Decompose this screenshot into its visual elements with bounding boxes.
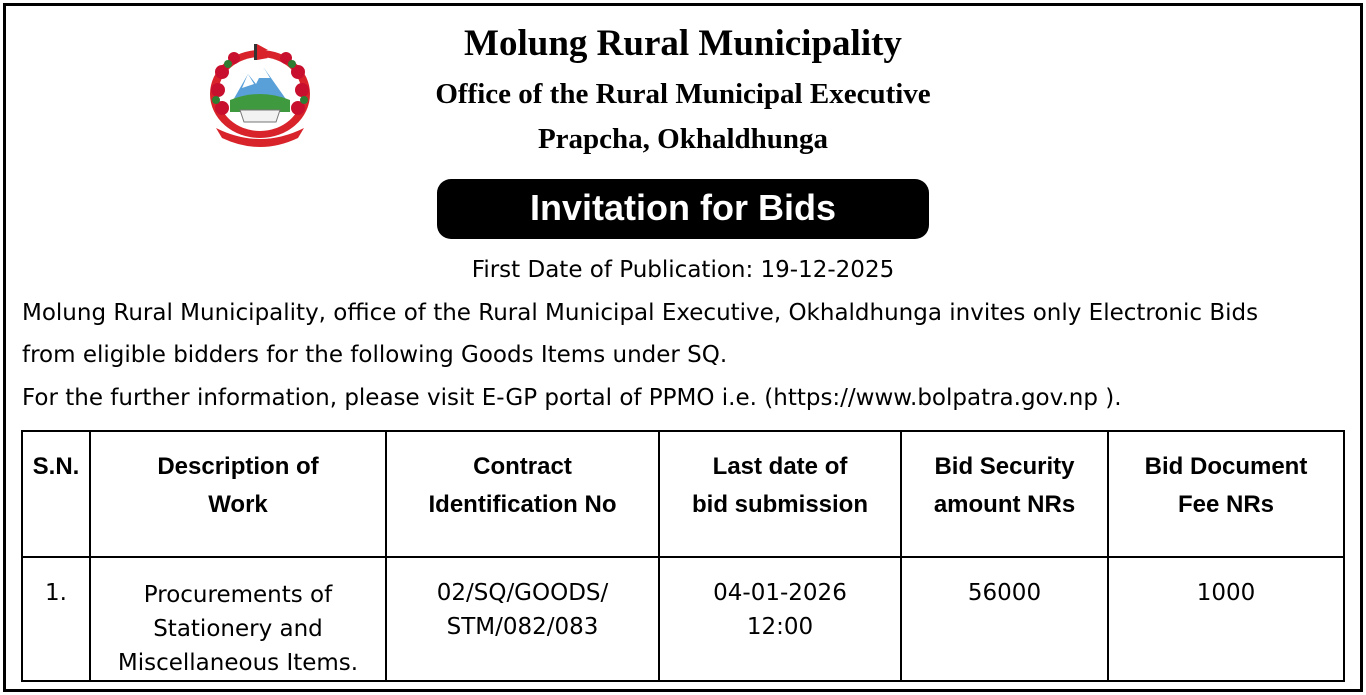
header-contract-line-2: Identification No <box>428 491 617 518</box>
header-sn-text: S.N. <box>32 453 80 480</box>
cell-description <box>90 557 386 681</box>
notice-title-banner: Invitation for Bids <box>437 179 929 239</box>
header-bid-security-line-2: amount NRs <box>933 491 1076 518</box>
header-description <box>90 431 386 557</box>
header-last-date-line-2: bid submission <box>691 491 868 518</box>
notice-paragraph-line-2: from eligible bidders for the following Goods Items under SQ. <box>22 342 728 368</box>
cell-contract-line-2: STM/082/083 <box>446 614 599 640</box>
cell-last-date-date: 04-01-2026 <box>713 580 847 606</box>
table-header-row <box>22 431 1344 557</box>
cell-description-line-2: Stationery and <box>153 616 323 642</box>
cell-contract-line-1: 02/SQ/GOODS/ <box>436 580 609 606</box>
header-contract-line-1: Contract <box>473 453 572 480</box>
cell-sn <box>22 557 90 681</box>
cell-description-line-1: Procurements of <box>143 582 333 608</box>
header-bid-security <box>901 431 1108 557</box>
office-address: Prapcha, Okhaldhunga <box>537 123 829 155</box>
cell-document-fee <box>1108 557 1344 681</box>
cell-bid-security <box>901 557 1108 681</box>
office-name: Office of the Rural Municipal Executive <box>435 78 931 110</box>
cell-last-date-time: 12:00 <box>746 614 814 640</box>
header-document-fee <box>1108 431 1344 557</box>
header-bid-security-line-1: Bid Security <box>934 453 1075 480</box>
header-document-fee-line-1: Bid Document <box>1144 453 1308 480</box>
cell-description-line-3: Miscellaneous Items. <box>117 650 359 676</box>
publication-date: First Date of Publication: 19-12-2025 <box>471 257 895 283</box>
cell-bid-security-text: 56000 <box>967 580 1042 606</box>
cell-document-fee-text: 1000 <box>1196 580 1256 606</box>
notice-paragraph-line-3: For the further information, please visit E-GP portal of PPMO i.e. (https://www.bolpatra.gov.np ). <box>22 385 1122 411</box>
organization-name: Molung Rural Municipality <box>464 23 902 64</box>
header-last-date-line-1: Last date of <box>712 453 848 480</box>
header-description-line-2: Work <box>208 491 268 518</box>
header-description-line-1: Description of <box>157 453 319 480</box>
table-row <box>22 557 1344 681</box>
header-contract-id <box>386 431 659 557</box>
cell-sn-text: 1. <box>45 580 67 606</box>
cell-contract-id <box>386 557 659 681</box>
notice-paragraph-line-1: Molung Rural Municipality, office of the Rural Municipal Executive, Okhaldhunga invites only Electronic Bids <box>22 300 1259 326</box>
bids-table <box>21 430 1345 682</box>
header-sn <box>22 431 90 557</box>
header-document-fee-line-2: Fee NRs <box>1177 491 1275 518</box>
header-last-date <box>659 431 901 557</box>
cell-last-date <box>659 557 901 681</box>
